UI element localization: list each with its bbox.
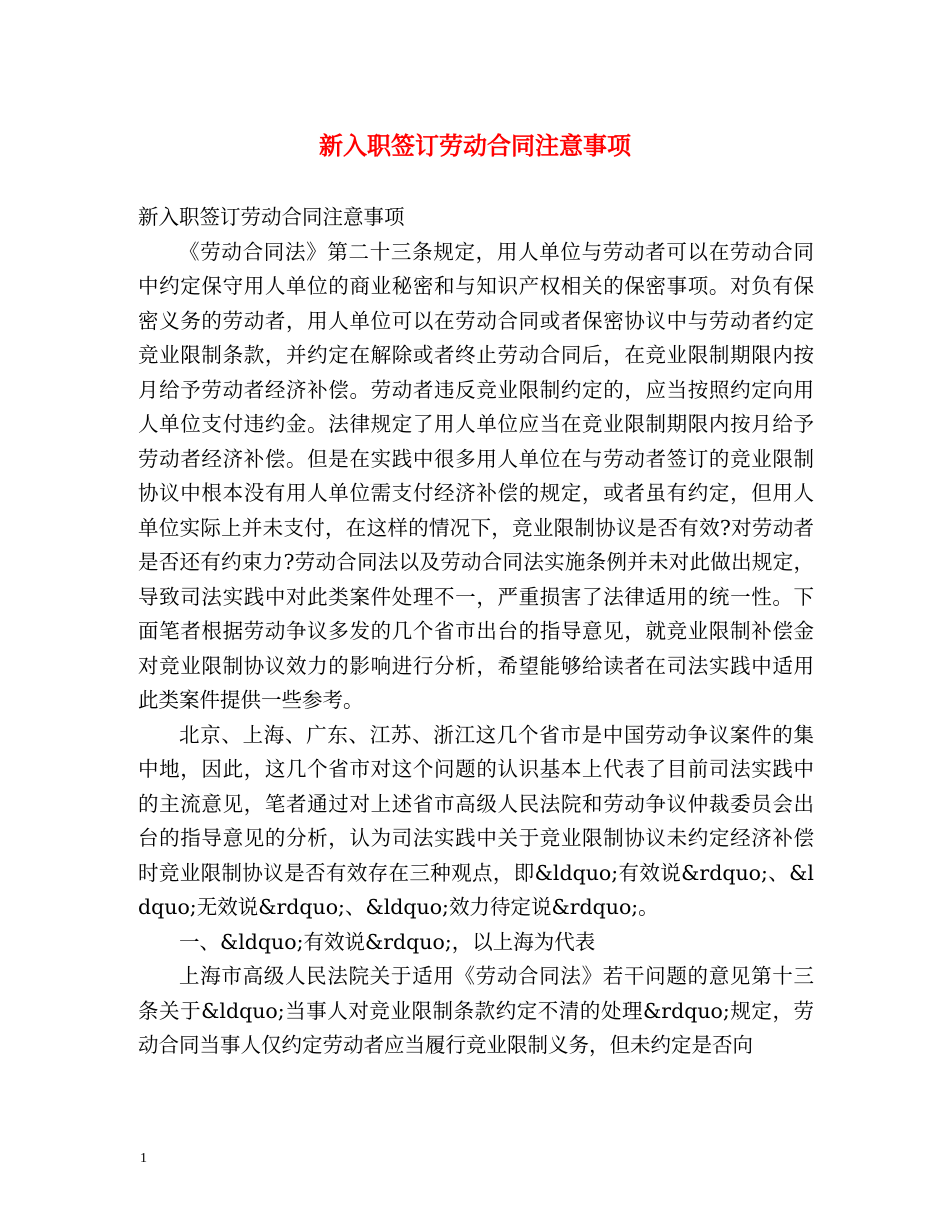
paragraph: 《劳动合同法》第二十三条规定，用人单位与劳动者可以在劳动合同中约定保守用人单位的商业秘密和与知识产权相关的保密事项。对负有保密义务的劳动者，用人单位可以在劳动合同或者保密协议中与劳动者约定竞业限制条款，并约定在解除或者终止劳动合同后，在竞业限制期限内按月给予劳动者经济补偿。劳动者违反竞业限制约定的，应当按照约定向用人单位支付违约金。法律规定了用人单位应当在竞业限制期限内按月给予劳动者经济补偿。但是在实践中很多用人单位在与劳动者签订的竞业限制协议中根本没有用人单位需支付经济补偿的规定，或者虽有约定，但用人单位实际上并未支付，在这样的情况下，竞业限制协议是否有效?对劳动者是否还有约束力?劳动合同法以及劳动合同法实施条例并未对此做出规定，导致司法实践中对此类案件处理不一，严重损害了法律适用的统一性。下面笔者根据劳动争议多发的几个省市出台的指导意见，就竞业限制补偿金对竞业限制协议效力的影响进行分析，希望能够给读者在司法实践中适用此类案件提供一些参考。 <box>138 239 814 712</box>
paragraph-heading: 一、&ldquo;有效说&rdquo;，以上海为代表 <box>179 929 596 954</box>
paragraph-subtitle: 新入职签订劳动合同注意事项 <box>138 205 405 229</box>
paragraph: 北京、上海、广东、江苏、浙江这几个省市是中国劳动争议案件的集中地，因此，这几个省市对这个问题的认识基本上代表了目前司法实践中的主流意见，笔者通过对上述省市高级人民法院和劳动争议仲裁委员会出台的指导意见的分析，认为司法实践中关于竞业限制协议未约定经济补偿时竞业限制协议是否有效存在三种观点，即&ldquo;有效说&rdquo;、&ldquo;无效说&rdquo;、&ldquo;效力待定说&rdquo;。 <box>138 722 814 919</box>
document-body <box>138 200 814 1063</box>
document-title: 新入职签订劳动合同注意事项 <box>319 131 631 160</box>
paragraph: 上海市高级人民法院关于适用《劳动合同法》若干问题的意见第十三条关于&ldquo;当事人对竞业限制条款约定不清的处理&rdquo;规定，劳动合同当事人仅约定劳动者应当履行竞业限制义务，但未约定是否向 <box>138 964 814 1057</box>
page-number: 1 <box>140 1151 147 1166</box>
